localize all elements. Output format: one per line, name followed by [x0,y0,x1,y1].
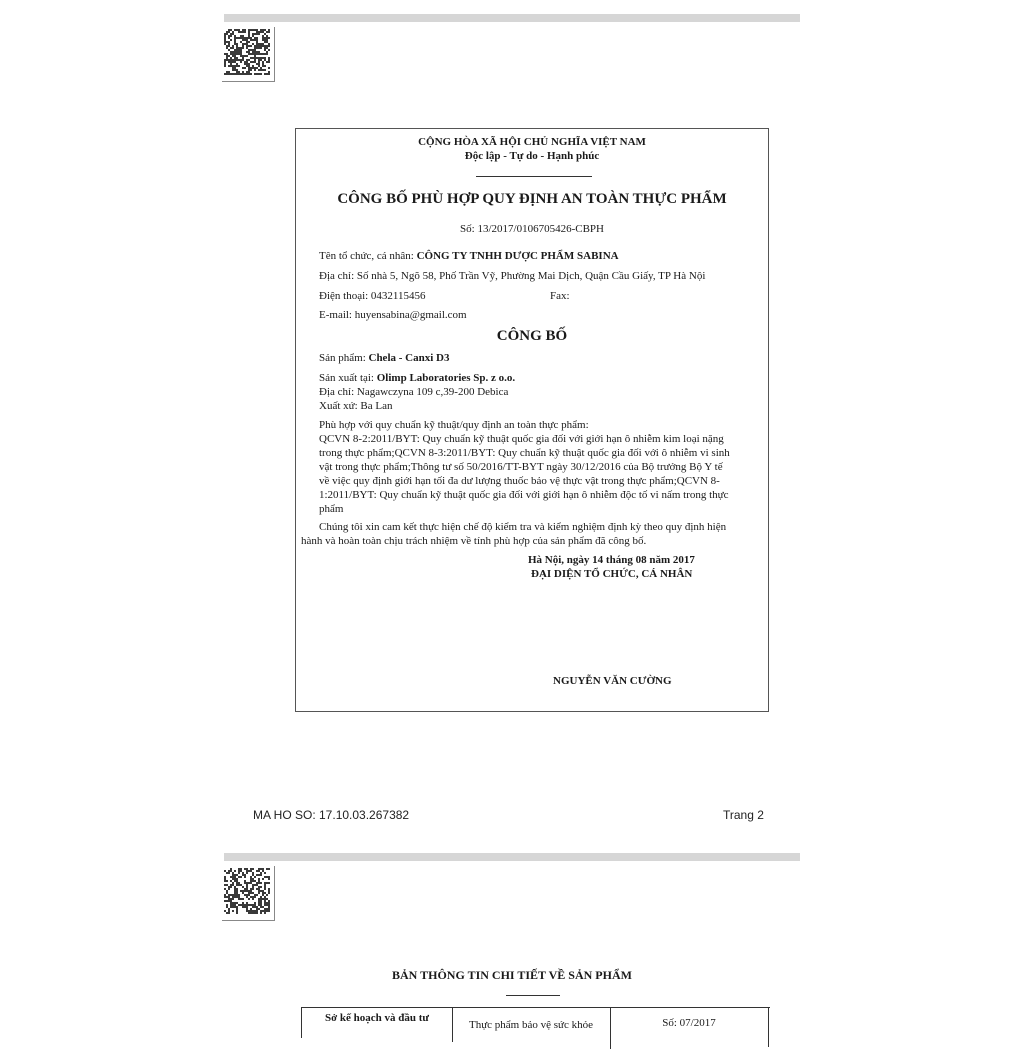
product-info-table [301,1007,770,1038]
qr-code-image [224,868,270,914]
organization-address: Địa chỉ: Số nhà 5, Ngõ 58, Phố Trần Vỹ, Phường Mai Dịch, Quận Cầu Giấy, TP Hà Nội [319,270,706,282]
email-line: E-mail: huyensabina@gmail.com [319,309,467,321]
section-heading: CÔNG BỐ [496,328,568,344]
page-number: Trang 2 [723,808,764,822]
conformity-line: vật trong thực phẩm;Thông tư số 50/2016/TT-BYT ngày 30/12/2016 của Bộ trưởng Bộ Y tế [319,461,723,473]
document-number: Số: 13/2017/0106705426-CBPH [460,223,604,235]
table-cell: Sở kế hoạch và đầu tư [302,1008,453,1042]
header-underline [476,176,592,177]
country-header: CỘNG HÒA XÃ HỘI CHỦ NGHĨA VIỆT NAM [418,136,646,148]
product-line [319,352,449,364]
manufacturer-line [319,372,515,384]
product-name: Chela - Canxi D3 [368,352,450,364]
conformity-line: phẩm [319,503,344,515]
conformity-line: trong thực phẩm;QCVN 8-3:2011/BYT: Quy chuẩn kỹ thuật quốc gia đối với ô nhiễm vi sinh [319,447,730,459]
page-separator-top [224,14,800,22]
table-cell: Thực phẩm bảo vệ sức khỏe [452,1008,611,1049]
page2-title: BẢN THÔNG TIN CHI TIẾT VỀ SẢN PHẨM [392,968,632,982]
motto: Độc lập - Tự do - Hạnh phúc [464,150,600,162]
place-and-date: Hà Nội, ngày 14 tháng 08 năm 2017 [528,554,695,566]
fax-label: Fax: [550,290,570,302]
conformity-line: 1:2011/BYT: Quy chuẩn kỹ thuật quốc gia đối với giới hạn ô nhiễm độc tố vi nấm trong thực [319,489,729,501]
product-label: Sản phẩm: [319,352,366,364]
manufacturer-address: Địa chỉ: Nagawczyna 109 c,39-200 Debica [319,386,509,398]
document-title: CÔNG BỐ PHÙ HỢP QUY ĐỊNH AN TOÀN THỰC PHẨM [337,191,727,207]
dossier-code: MA HO SO: 17.10.03.267382 [253,808,410,822]
organization-label: Tên tổ chức, cá nhân: [319,250,414,262]
page2-title-underline [506,995,560,996]
page-separator-middle [224,853,800,861]
conformity-line: về việc quy định giới hạn tối đa dư lượng thuốc bảo vệ thực vật trong thực phẩm;QCVN 8- [319,475,720,487]
phone-line: Điện thoại: 0432115456 [319,290,426,302]
conformity-line: QCVN 8-2:2011/BYT: Quy chuẩn kỹ thuật quốc gia đối với giới hạn ô nhiễm kim loại nặng [319,433,724,445]
commitment-line: hành và hoàn toàn chịu trách nhiệm về tính phù hợp của sản phẩm đã công bố. [301,535,647,547]
manufacturer-label: Sản xuất tại: [319,372,374,384]
conformity-line: Phù hợp với quy chuẩn kỹ thuật/quy định an toàn thực phẩm: [319,419,589,431]
organization-name: CÔNG TY TNHH DƯỢC PHẨM SABINA [416,250,619,262]
signer-name: NGUYỄN VĂN CƯỜNG [553,675,672,687]
representative-title: ĐẠI DIỆN TỔ CHỨC, CÁ NHÂN [531,568,693,580]
organization-line [319,250,619,262]
qr-code-frame-page2 [222,866,275,921]
manufacturer-name: Olimp Laboratories Sp. z o.o. [376,372,516,384]
commitment-line: Chúng tôi xin cam kết thực hiện chế độ kiểm tra và kiểm nghiệm định kỳ theo quy định hiện [319,521,727,533]
qr-code-image [224,29,270,75]
declaration-form [295,128,769,712]
qr-code-frame-page1 [222,27,275,82]
table-cell: Số: 07/2017 [610,1008,769,1047]
origin-line: Xuất xứ: Ba Lan [319,400,393,412]
